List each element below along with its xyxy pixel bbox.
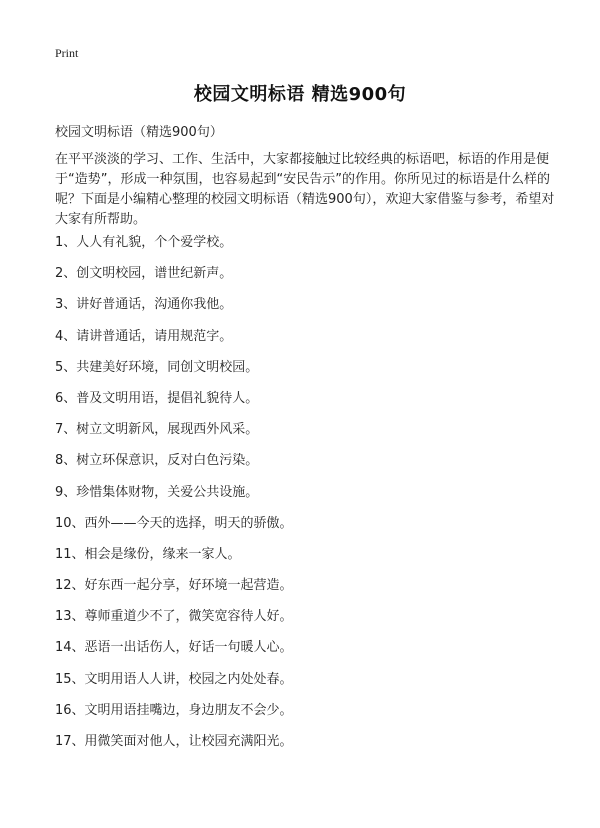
list-item: 11、相会是缘份，缘来一家人。 — [55, 546, 241, 562]
list-item: 16、文明用语挂嘴边，身边朋友不会少。 — [55, 702, 293, 718]
list-item: 8、树立环保意识，反对白色污染。 — [55, 453, 259, 469]
list-item: 10、西外——今天的选择，明天的骄傲。 — [55, 515, 293, 531]
list-item: 6、普及文明用语，提倡礼貌待人。 — [55, 390, 259, 406]
list-item: 2、创文明校园，谱世纪新声。 — [55, 266, 233, 282]
list-item: 3、讲好普通话，沟通你我他。 — [55, 297, 233, 313]
list-item: 1、人人有礼貌，个个爱学校。 — [55, 235, 233, 250]
list-item: 15、文明用语人人讲，校园之内处处春。 — [55, 671, 293, 687]
document-subtitle: 校园文明标语（精选900句） — [55, 125, 223, 140]
print-link[interactable]: Print — [55, 46, 79, 60]
slogan-list — [55, 234, 555, 764]
list-item: 4、请讲普通话，请用规范字。 — [55, 328, 233, 344]
list-item: 5、共建美好环境，同创文明校园。 — [55, 359, 259, 375]
list-item: 13、尊师重道少不了，微笑宽容待人好。 — [55, 609, 293, 625]
list-item: 17、用微笑面对他人，让校园充满阳光。 — [55, 734, 293, 749]
page-title: 校园文明标语 精选900句 — [193, 84, 407, 105]
list-item: 9、珍惜集体财物，关爱公共设施。 — [55, 484, 259, 500]
list-item: 12、好东西一起分享，好环境一起营造。 — [55, 578, 293, 594]
list-item: 14、恶语一出话伤人，好话一句暖人心。 — [55, 640, 293, 656]
intro-paragraph: 在平平淡淡的学习、工作、生活中，大家都接触过比较经典的标语吧，标语的作用是便于“造势”，形成一种氛围，也容易起到“安民告示”的作用。你所见过的标语是什么样的呢？下面是小编精心整理的校园文明标语（精选900句），欢迎大家借鉴与参考，希望对大家有所帮助。 — [55, 152, 555, 227]
list-item: 7、树立文明新风，展现西外风采。 — [55, 422, 259, 438]
